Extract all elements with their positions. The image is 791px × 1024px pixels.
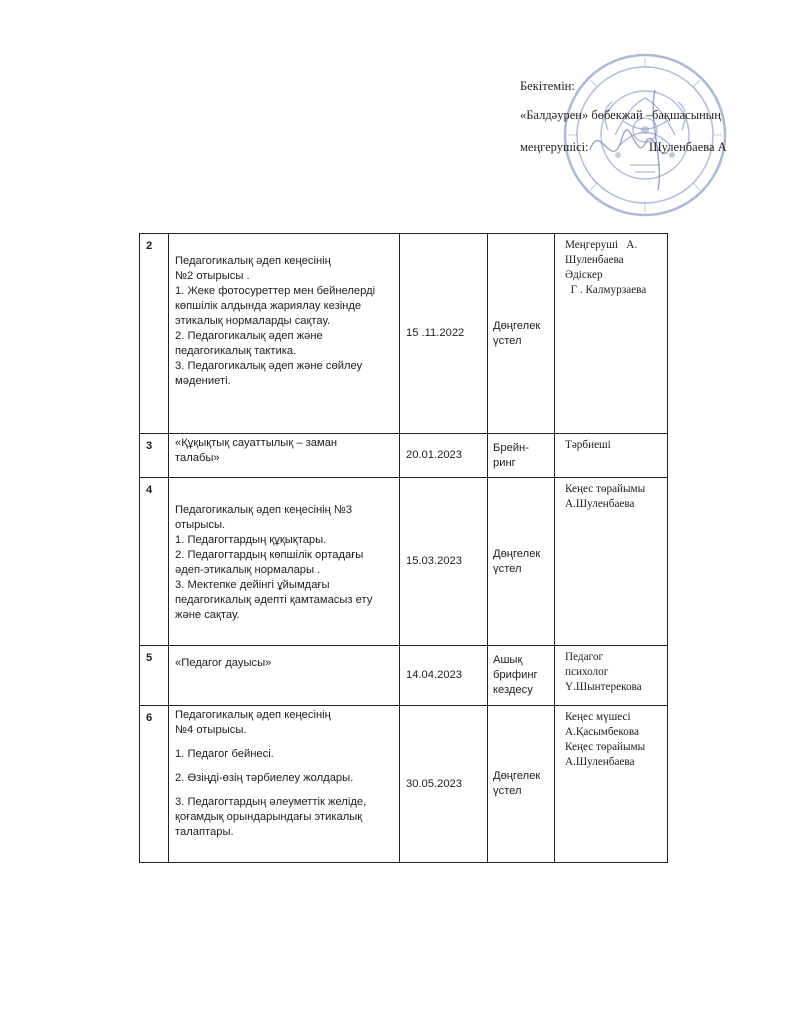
topic-line: көпшілік алдында жариялау кезінде <box>175 300 362 312</box>
topic-line: Педагогикалық әдеп кеңесінің <box>175 709 331 721</box>
responsible-person <box>555 646 668 706</box>
topic-line <box>175 786 395 795</box>
events-table <box>139 233 668 863</box>
topic-line: «Құқықтық сауаттылық – заман <box>175 437 338 449</box>
row-number: 3 <box>140 434 169 478</box>
topic-line: №4 отырысы. <box>175 724 247 736</box>
responsible-line: Кеңес мүшесі <box>565 711 631 723</box>
topic-cell <box>169 434 400 478</box>
topic-line: талаптары. <box>175 826 234 838</box>
responsible-person <box>555 234 668 434</box>
approval-heading: Бекітемін: <box>520 79 575 93</box>
topic-line: 3. Педагогтардың әлеуметтік желіде, <box>175 796 367 808</box>
responsible-person <box>555 434 668 478</box>
format-line: ринг <box>493 456 516 469</box>
topic-cell <box>169 706 400 863</box>
topic-line: 2. Педагогикалық әдеп және <box>175 330 323 342</box>
event-format <box>488 646 555 706</box>
topic-line: талабы» <box>175 452 220 464</box>
topic-line: «Педагог дауысы» <box>175 657 272 669</box>
format-line: Ашық <box>493 654 523 666</box>
topic-line <box>175 762 395 771</box>
table-row <box>140 646 668 706</box>
format-line: кездесу <box>493 684 533 696</box>
table-row <box>140 234 668 434</box>
event-date: 14.04.2023 <box>400 646 488 706</box>
responsible-person <box>555 706 668 863</box>
responsible-line: Педагог <box>565 651 604 663</box>
event-date: 20.01.2023 <box>400 434 488 478</box>
responsible-line: А.Қасымбекова <box>565 726 639 738</box>
responsible-line: Шуленбаева <box>565 254 624 266</box>
event-format <box>488 706 555 863</box>
responsible-line: Ү.Шынтерекова <box>565 681 642 693</box>
responsible-line: Әдіскер <box>565 269 603 281</box>
topic-line: 1. Педагог бейнесі. <box>175 748 274 760</box>
format-line: Дөңгелек <box>493 319 541 332</box>
row-number: 5 <box>140 646 169 706</box>
responsible-line: Тәрбиеші <box>565 439 611 451</box>
topic-line: Педагогикалық әдеп кеңесінің <box>175 255 331 267</box>
topic-line: 2. Өзіңді-өзің тәрбиелеу жолдары. <box>175 772 354 784</box>
format-line: брифинг <box>493 669 538 681</box>
responsible-line: Г . Калмурзаева <box>565 284 647 296</box>
topic-line: этикалық нормаларды сақтау. <box>175 315 331 327</box>
responsible-person <box>555 478 668 646</box>
event-date: 15.03.2023 <box>400 478 488 646</box>
event-format <box>488 478 555 646</box>
topic-line: және сақтау. <box>175 609 240 621</box>
format-line: үстел <box>493 562 522 575</box>
topic-line: отырысы. <box>175 519 226 531</box>
event-date: 15 .11.2022 <box>400 234 488 434</box>
responsible-line: психолог <box>565 666 609 678</box>
official-stamp-seal <box>560 50 730 220</box>
topic-cell <box>169 478 400 646</box>
topic-line: №2 отырысы . <box>175 270 250 282</box>
topic-line: Педагогикалық әдеп кеңесінің №3 <box>175 504 353 516</box>
stamp-seal-icon <box>560 50 730 220</box>
table-row <box>140 706 668 863</box>
responsible-line: А.Шуленбаева <box>565 498 635 510</box>
format-line: Дөңгелек <box>493 770 541 782</box>
topic-line: 1. Педагогтардың құқықтары. <box>175 534 327 546</box>
row-number: 2 <box>140 234 169 434</box>
event-format <box>488 234 555 434</box>
topic-line: педагогикалық әдепті қамтамасыз ету <box>175 594 373 606</box>
table-row <box>140 434 668 478</box>
table-row <box>140 478 668 646</box>
approval-signatory-name: Шуленбаева А <box>649 140 727 154</box>
topic-line: 1. Жеке фотосуреттер мен бейнелерді <box>175 285 376 297</box>
responsible-line: Меңгеруші А. <box>565 239 638 251</box>
approval-position: меңгерушісі: <box>520 140 589 154</box>
format-line: Дөңгелек <box>493 547 541 560</box>
topic-line: 2. Педагогтардың көпшілік ортадағы <box>175 549 364 561</box>
topic-cell <box>169 234 400 434</box>
topic-line: 3. Мектепке дейінгі ұйымдағы <box>175 579 330 591</box>
format-line: үстел <box>493 785 522 797</box>
approval-organization: «Балдәурен» бөбекжай –бақшасының <box>520 108 721 122</box>
row-number: 4 <box>140 478 169 646</box>
topic-cell <box>169 646 400 706</box>
topic-line: әдеп-этикалық нормалары . <box>175 564 321 576</box>
topic-line: қоғамдық орындарындағы этикалық <box>175 811 363 823</box>
topic-line <box>175 738 395 747</box>
event-date: 30.05.2023 <box>400 706 488 863</box>
responsible-line: А.Шуленбаева <box>565 756 635 768</box>
responsible-line: Кеңес төрайымы <box>565 741 646 753</box>
responsible-line: Кеңес төрайымы <box>565 483 646 495</box>
row-number: 6 <box>140 706 169 863</box>
event-format <box>488 434 555 478</box>
topic-line: мәдениеті. <box>175 375 231 387</box>
events-table-body <box>140 234 668 863</box>
topic-line: педагогикалық тактика. <box>175 345 297 357</box>
format-line: үстел <box>493 334 522 347</box>
topic-line: 3. Педагогикалық әдеп және сөйлеу <box>175 360 363 372</box>
format-line: Брейн- <box>493 441 529 454</box>
approval-block <box>0 0 791 220</box>
